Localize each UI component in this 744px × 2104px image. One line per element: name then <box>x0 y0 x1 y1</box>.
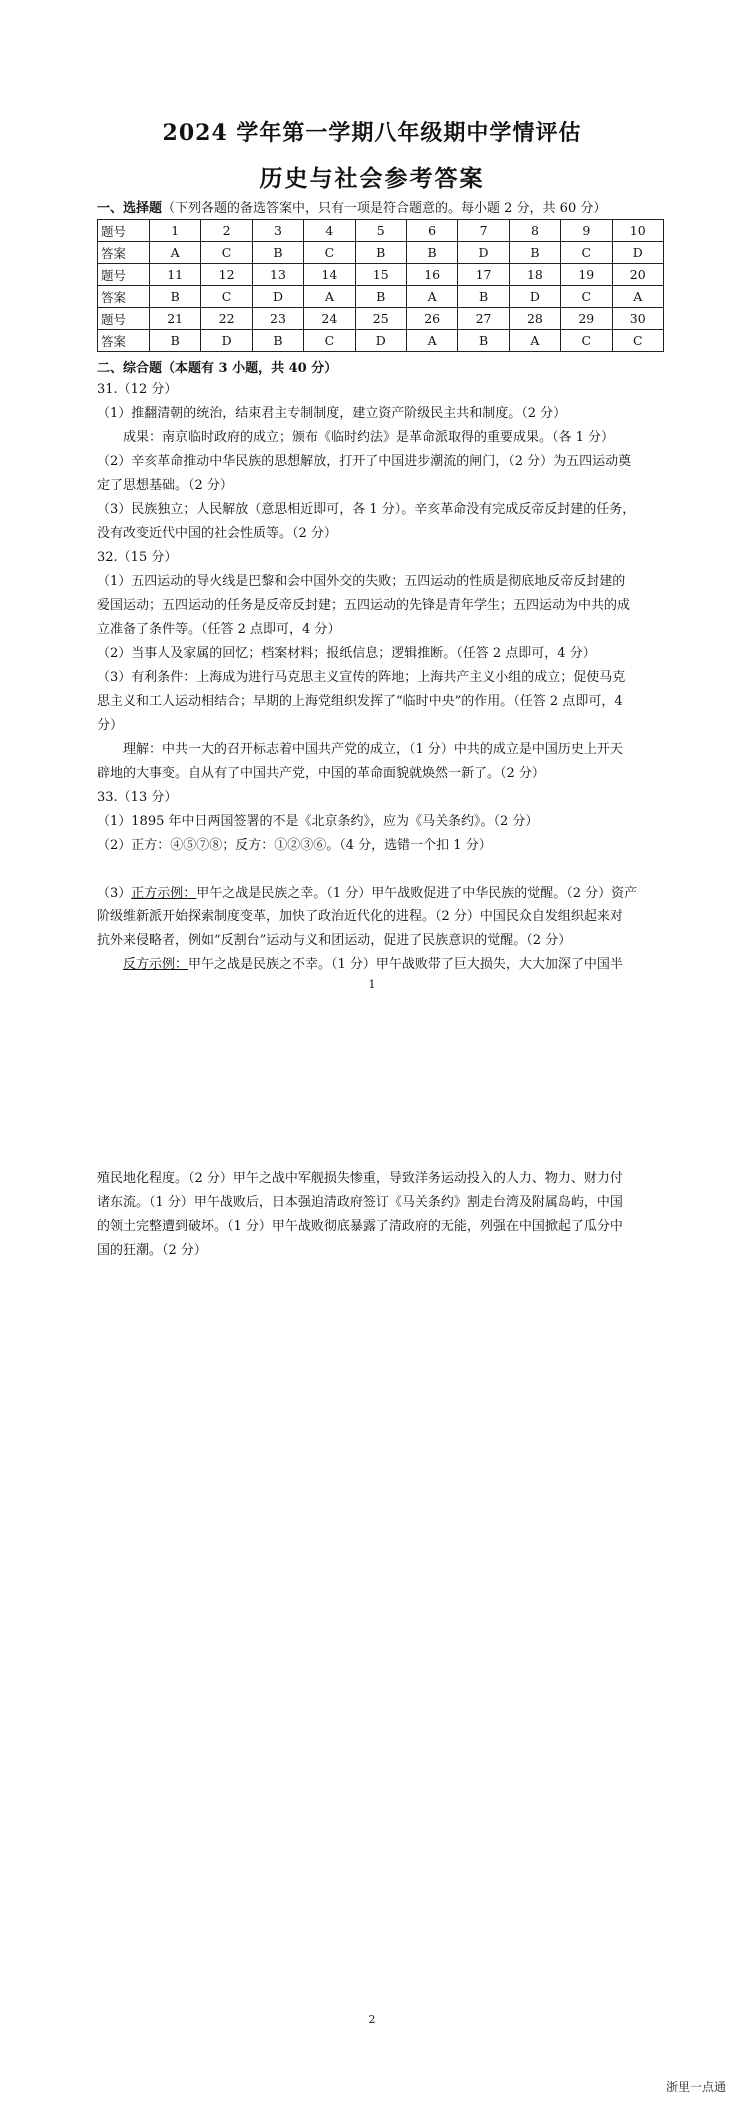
row-label: 题号 <box>98 308 150 330</box>
answer-line: 诸东流。（1 分）甲午战败后，日本强迫清政府签订《马关条约》割走台湾及附属岛屿，中国 <box>97 1195 623 1210</box>
answer-line: 殖民地化程度。（2 分）甲午之战中军舰损失惨重，导致洋务运动投入的人力、物力、财力付 <box>97 1171 623 1186</box>
table-cell: B <box>458 330 509 352</box>
answer-line: 33.（13 分） <box>97 790 178 805</box>
table-cell: 2 <box>201 220 252 242</box>
section1-heading-line <box>97 197 606 216</box>
answer-line: 没有改变近代中国的社会性质等。（2 分） <box>97 526 337 541</box>
answer-line: 爱国运动；五四运动的任务是反帝反封建；五四运动的先锋是青年学生；五四运动为中共的成 <box>97 598 631 613</box>
answer-line: 定了思想基础。（2 分） <box>97 478 233 493</box>
table-cell: B <box>406 242 457 264</box>
table-cell: B <box>252 242 303 264</box>
table-cell: A <box>304 286 355 308</box>
answer-line: （2）正方：④⑤⑦⑧；反方：①②③⑥。（4 分，选错一个扣 1 分） <box>97 838 492 853</box>
row-label: 答案 <box>98 330 150 352</box>
table-row <box>98 242 664 264</box>
answer-line: （1）五四运动的导火线是巴黎和会中国外交的失败；五四运动的性质是彻底地反帝反封建的 <box>97 574 626 589</box>
table-row <box>98 264 664 286</box>
answer-line: 成果：南京临时政府的成立；颁布《临时约法》是革命派取得的重要成果。（各 1 分） <box>123 430 615 445</box>
answer-line: （1）推翻清朝的统治，结束君主专制制度，建立资产阶级民主共和制度。（2 分） <box>97 406 567 421</box>
q33-3-line2: 阶级维新派开始探索制度变革，加快了政治近代化的进程。（2 分）中国民众自发组织起来对 <box>97 909 623 924</box>
table-cell: 27 <box>458 308 509 330</box>
table-row <box>98 308 664 330</box>
answer-line: 理解：中共一大的召开标志着中国共产党的成立，（1 分）中共的成立是中国历史上开天 <box>123 742 623 757</box>
table-cell: D <box>201 330 252 352</box>
table-cell: 19 <box>561 264 612 286</box>
table-cell: C <box>304 330 355 352</box>
row-label: 题号 <box>98 220 150 242</box>
table-cell: 14 <box>304 264 355 286</box>
table-cell: D <box>509 286 560 308</box>
answer-line: （3）民族独立；人民解放（意思相近即可，各 1 分）。辛亥革命没有完成反帝反封建的任务， <box>97 502 636 517</box>
table-cell: A <box>509 330 560 352</box>
table-cell: 13 <box>252 264 303 286</box>
table-cell: C <box>201 286 252 308</box>
table-cell: 5 <box>355 220 406 242</box>
table-cell: 23 <box>252 308 303 330</box>
answer-line: （2）辛亥革命推动中华民族的思想解放，打开了中国进步潮流的闸门，（2 分）为五四运动奠 <box>97 454 632 469</box>
watermark: 浙里一点通 <box>665 2080 726 2094</box>
answer-table <box>97 219 664 352</box>
table-cell: D <box>252 286 303 308</box>
table-cell: 28 <box>509 308 560 330</box>
table-cell: 6 <box>406 220 457 242</box>
document-subtitle: 历史与社会参考答案 <box>259 165 485 192</box>
answer-line: 立准备了条件等。（任答 2 点即可，4 分） <box>97 622 341 637</box>
page-number-1: 1 <box>368 978 376 991</box>
table-cell: 25 <box>355 308 406 330</box>
q33-3-prefix: （3） <box>97 886 132 901</box>
answer-line: 国的狂潮。（2 分） <box>97 1243 207 1258</box>
table-cell: D <box>355 330 406 352</box>
table-cell: 22 <box>201 308 252 330</box>
section1-note: （下列各题的备选答案中，只有一项是符合题意的。每小题 2 分，共 60 分） <box>162 201 607 216</box>
table-cell: D <box>458 242 509 264</box>
table-cell: 29 <box>561 308 612 330</box>
table-cell: 18 <box>509 264 560 286</box>
q33-3-line1 <box>97 885 667 902</box>
q33-3-line3: 抗外来侵略者，例如“反割台”运动与义和团运动，促进了民族意识的觉醒。（2 分） <box>97 933 572 948</box>
con-text: 甲午之战是民族之不幸。（1 分）甲午战败带了巨大损失，大大加深了中国半 <box>188 957 623 972</box>
table-cell: 8 <box>509 220 560 242</box>
answer-line: 32.（15 分） <box>97 550 178 565</box>
row-label: 答案 <box>98 286 150 308</box>
table-cell: B <box>150 330 201 352</box>
table-cell: B <box>355 242 406 264</box>
table-cell: A <box>612 286 663 308</box>
table-cell: B <box>458 286 509 308</box>
table-cell: 20 <box>612 264 663 286</box>
table-cell: B <box>150 286 201 308</box>
table-row <box>98 220 664 242</box>
table-row <box>98 330 664 352</box>
row-label: 题号 <box>98 264 150 286</box>
table-cell: 16 <box>406 264 457 286</box>
table-cell: C <box>201 242 252 264</box>
answer-line: （1）1895 年中日两国签署的不是《北京条约》，应为《马关条约》。（2 分） <box>97 814 539 829</box>
page-number-2: 2 <box>368 2013 376 2026</box>
answer-line: 思主义和工人运动相结合；早期的上海党组织发挥了“临时中央”的作用。（任答 2 点即可，4 <box>97 694 623 709</box>
table-cell: 7 <box>458 220 509 242</box>
section2-heading: 二、综合题（本题有 3 小题，共 40 分） <box>97 361 338 376</box>
answer-line: 辟地的大事变。自从有了中国共产党，中国的革命面貌就焕然一新了。（2 分） <box>97 766 545 781</box>
answer-line: （3）有利条件：上海成为进行马克思主义宣传的阵地；上海共产主义小组的成立；促使马克 <box>97 670 626 685</box>
section1-heading: 一、选择题 <box>97 201 163 216</box>
table-cell: B <box>355 286 406 308</box>
table-cell: A <box>406 330 457 352</box>
table-cell: 1 <box>150 220 201 242</box>
table-cell: C <box>304 242 355 264</box>
table-cell: 15 <box>355 264 406 286</box>
row-label: 答案 <box>98 242 150 264</box>
table-cell: 11 <box>150 264 201 286</box>
q33-3-line4 <box>123 956 693 973</box>
table-cell: 24 <box>304 308 355 330</box>
table-cell: C <box>612 330 663 352</box>
table-cell: 26 <box>406 308 457 330</box>
table-cell: 9 <box>561 220 612 242</box>
table-cell: D <box>612 242 663 264</box>
con-label: 反方示例： <box>123 957 189 972</box>
table-cell: 10 <box>612 220 663 242</box>
answer-line: 的领土完整遭到破坏。（1 分）甲午战败彻底暴露了清政府的无能，列强在中国掀起了瓜分中 <box>97 1219 623 1234</box>
pro-text: 甲午之战是民族之幸。（1 分）甲午战败促进了中华民族的觉醒。（2 分）资产 <box>196 886 638 901</box>
table-cell: 30 <box>612 308 663 330</box>
document-title: 2024 学年第一学期八年级期中学情评估 <box>162 120 582 146</box>
pro-label: 正方示例： <box>131 886 197 901</box>
section2-heading-line <box>97 357 337 376</box>
table-cell: 17 <box>458 264 509 286</box>
table-cell: B <box>509 242 560 264</box>
answer-line: 31.（12 分） <box>97 382 178 397</box>
table-cell: A <box>150 242 201 264</box>
table-cell: 21 <box>150 308 201 330</box>
table-cell: 3 <box>252 220 303 242</box>
answer-line: （2）当事人及家属的回忆；档案材料；报纸信息；逻辑推断。（任答 2 点即可，4 分） <box>97 646 596 661</box>
table-cell: 4 <box>304 220 355 242</box>
table-cell: C <box>561 286 612 308</box>
table-cell: C <box>561 242 612 264</box>
table-cell: 12 <box>201 264 252 286</box>
table-row <box>98 286 664 308</box>
table-cell: B <box>252 330 303 352</box>
answer-line: 分） <box>97 718 124 733</box>
table-cell: A <box>406 286 457 308</box>
table-cell: C <box>561 330 612 352</box>
